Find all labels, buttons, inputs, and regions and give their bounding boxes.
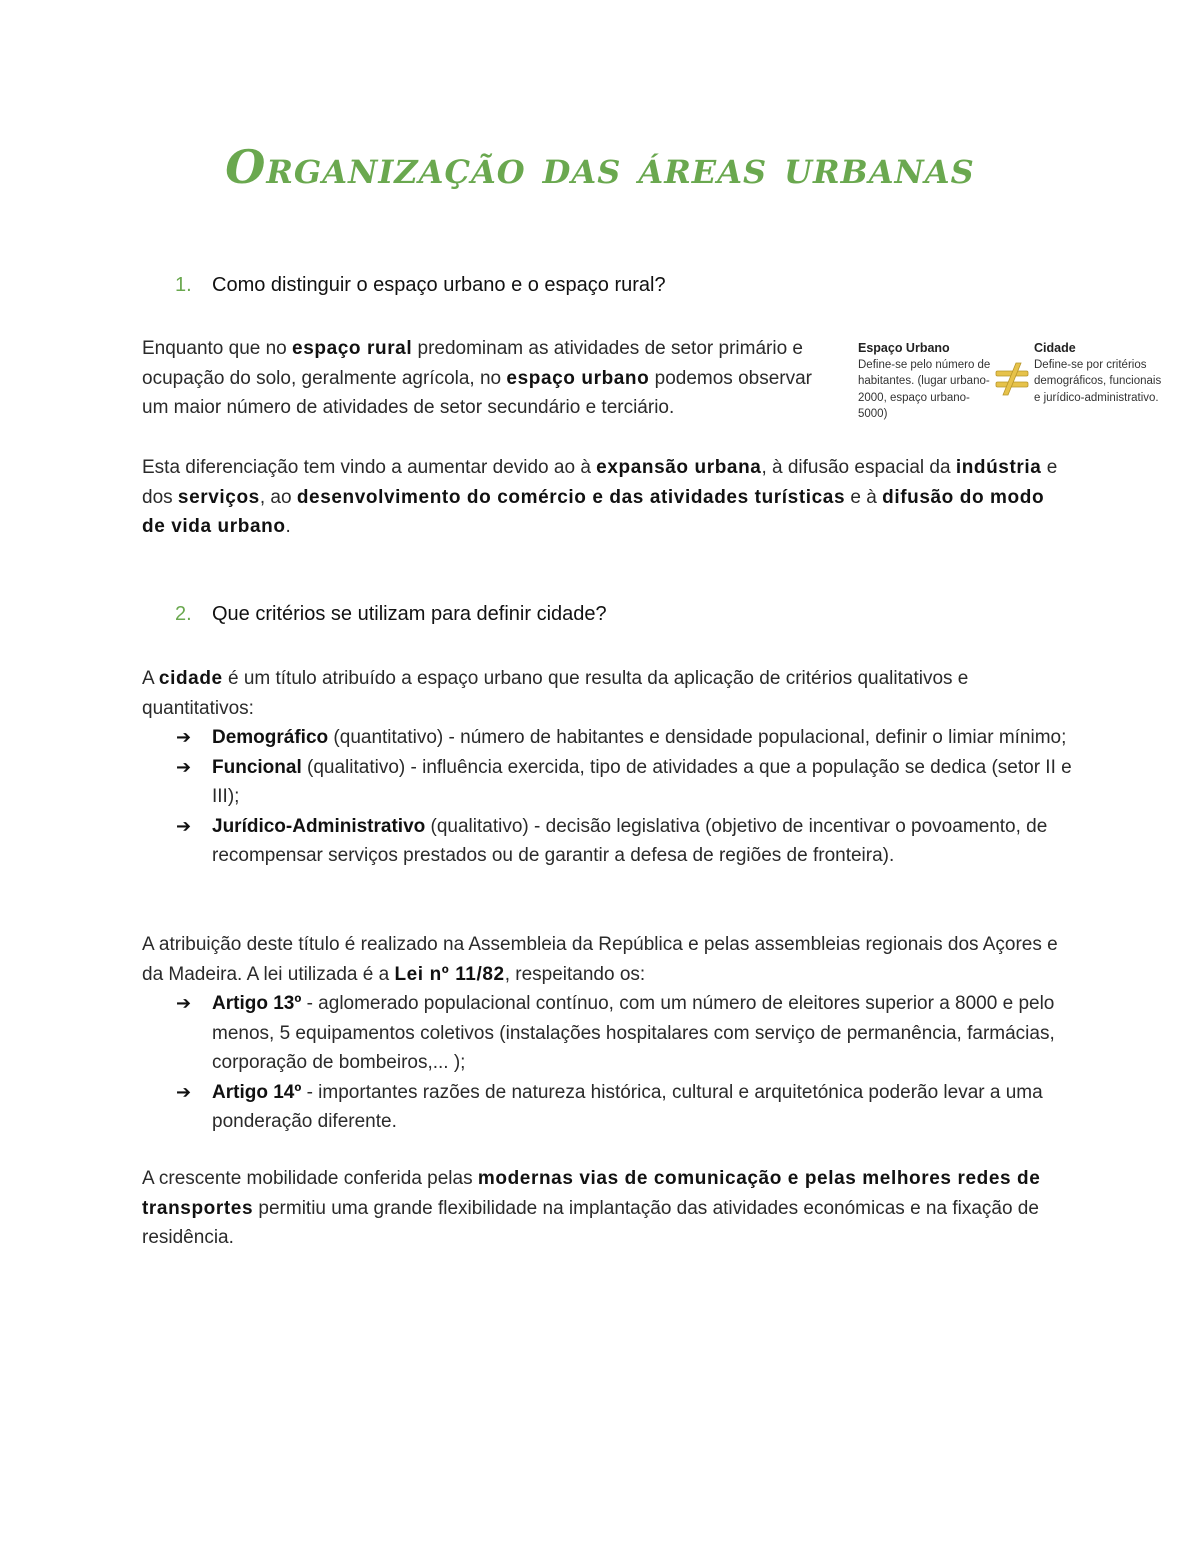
- text-run: e dos: [142, 457, 1058, 508]
- text-run: (qualitativo) - influência exercida, tipo de atividades a que a população se dedica (setor II e III);: [212, 756, 1072, 807]
- section-1-paragraph-2: [142, 453, 1072, 542]
- bold-run: Funcional: [212, 756, 302, 778]
- bold-run: modernas vias de comunicação e pelas melhores redes de transportes: [142, 1168, 1041, 1219]
- figure-right-column: [1034, 340, 1169, 406]
- text-run: - importantes razões de natureza histórica, cultural e arquitetónica poderão levar a uma ponderação diferente.: [212, 1081, 1043, 1132]
- section-1-paragraph-1: [142, 334, 832, 423]
- text-run: podemos observar um maior número de atividades de setor secundário e terciário.: [142, 367, 813, 418]
- bold-run: espaço rural: [292, 338, 413, 359]
- text-run: (quantitativo) - número de habitantes e densidade populacional, definir o limiar mínimo;: [328, 727, 1067, 748]
- section-2-intro: [142, 664, 1072, 723]
- section-1-heading-text: Como distinguir o espaço urbano e o espaço rural?: [212, 274, 666, 296]
- section-1-heading: [175, 274, 666, 297]
- list-item: [142, 1078, 1072, 1137]
- bold-run: Artigo 14º: [212, 1081, 302, 1103]
- list-item: [142, 812, 1072, 871]
- text-run: A atribuição deste título é realizado na Assembleia da República e pelas assembleias regionais dos Açores e da Madeira. A lei utilizada é a: [142, 934, 1058, 985]
- section-2-heading: [175, 603, 607, 626]
- criteria-list: [142, 723, 1072, 871]
- arrow-icon: ➔: [176, 756, 192, 777]
- bold-run: expansão urbana: [596, 457, 762, 478]
- bold-run: Lei nº 11/82: [394, 963, 505, 985]
- arrow-icon: ➔: [176, 1081, 192, 1102]
- section-2-heading-text: Que critérios se utilizam para definir cidade?: [212, 603, 607, 625]
- comparison-figure: [856, 340, 1166, 426]
- figure-right-title: Cidade: [1034, 341, 1076, 355]
- bold-run: Artigo 13º: [212, 993, 302, 1014]
- text-run: permitiu uma grande flexibilidade na implantação das atividades económicas e na fixação de residência.: [142, 1197, 1039, 1248]
- text-run: (qualitativo) - decisão legislativa (objetivo de incentivar o povoamento, de recompensar serviços prestados ou de garantir a defesa de regiões de fronteira).: [212, 815, 1048, 866]
- arrow-icon: ➔: [176, 993, 192, 1013]
- list-item: [142, 989, 1072, 1078]
- bold-run: difusão do modo de vida urbano: [142, 486, 1045, 537]
- bold-run: espaço urbano: [506, 367, 650, 389]
- text-run: A crescente mobilidade conferida pelas: [142, 1168, 478, 1189]
- text-run: .: [285, 516, 291, 537]
- text-run: e à: [845, 486, 883, 508]
- text-run: predominam as atividades de setor primário e ocupação do solo, geralmente agrícola, no: [142, 338, 803, 389]
- figure-left-text: Define-se pelo número de habitantes. (lugar urbano-2000, espaço urbano-5000): [858, 358, 991, 420]
- text-run: , respeitando os:: [504, 963, 646, 985]
- bold-run: Jurídico-Administrativo: [212, 815, 426, 837]
- text-run: Esta diferenciação tem vindo a aumentar devido ao à: [142, 457, 597, 478]
- not-equal-icon: [994, 362, 1030, 396]
- page-title: Organização das áreas urbanas: [225, 140, 975, 194]
- bold-run: desenvolvimento do comércio e das atividades turísticas: [296, 486, 846, 508]
- text-run: Enquanto que no: [142, 338, 293, 359]
- text-run: A: [142, 668, 159, 689]
- list-item: [142, 723, 1072, 753]
- text-run: , à difusão espacial da: [761, 457, 956, 478]
- arrow-icon: ➔: [176, 815, 192, 836]
- bold-run: Demográfico: [212, 727, 329, 748]
- section-2-number: 2.: [175, 603, 192, 625]
- figure-right-text: Define-se por critérios demográficos, funcionais e jurídico-administrativo.: [1034, 358, 1162, 404]
- section-1-number: 1.: [175, 274, 192, 296]
- figure-left-column: [858, 340, 998, 423]
- arrow-icon: ➔: [176, 727, 192, 747]
- list-item: [142, 753, 1072, 812]
- bold-run: cidade: [158, 668, 223, 689]
- bold-run: indústria: [955, 457, 1042, 478]
- text-run: é um título atribuído a espaço urbano que resulta da aplicação de critérios qualitativos e quantitativos:: [142, 668, 969, 719]
- text-run: - aglomerado populacional contínuo, com um número de eleitores superior a 8000 e pelo menos, 5 equipamentos coletivos (instalações hospitalares com serviço de permanência, farmácias, corporação de bombeiros,... );: [212, 993, 1055, 1073]
- text-run: , ao: [259, 486, 297, 508]
- articles-list: [142, 989, 1072, 1137]
- closing-paragraph: [142, 1164, 1042, 1253]
- attribution-paragraph: [142, 930, 1072, 989]
- bold-run: serviços: [177, 486, 260, 508]
- figure-left-title: Espaço Urbano: [858, 341, 950, 355]
